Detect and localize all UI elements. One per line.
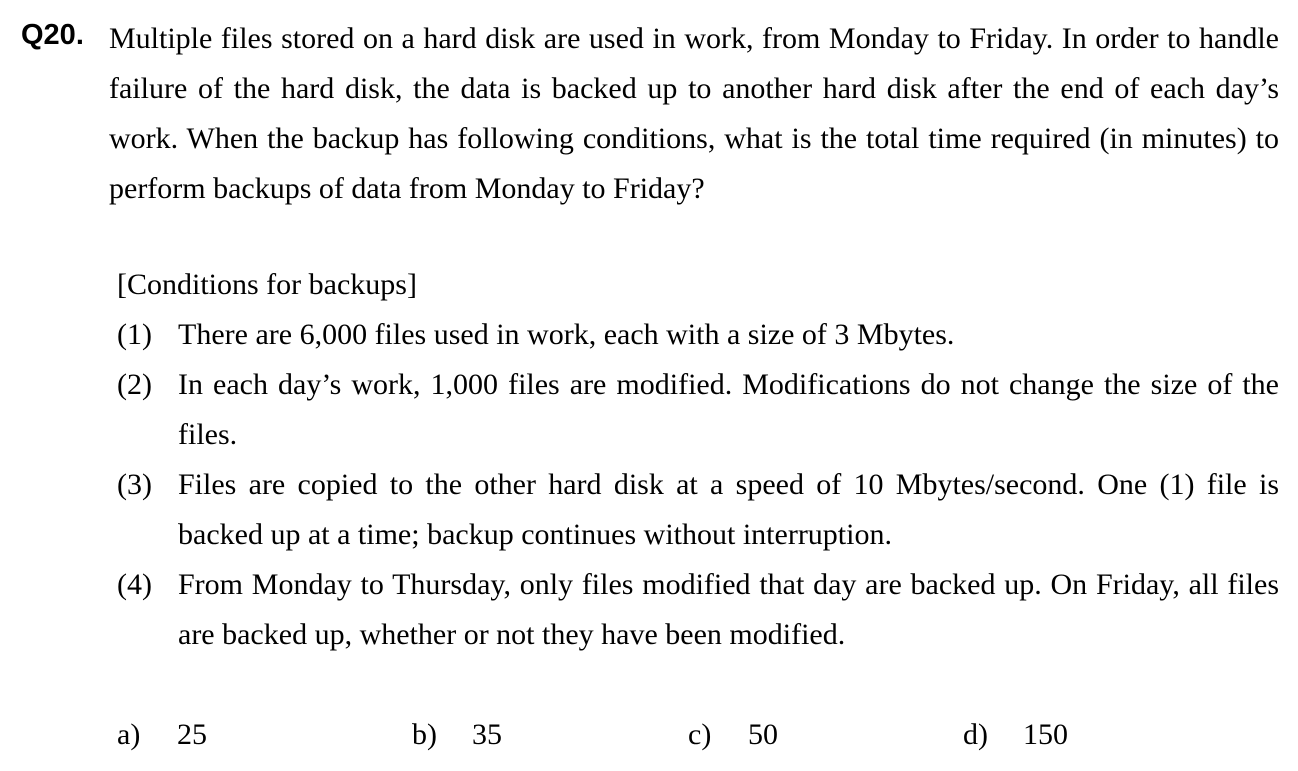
choice-b[interactable] [412, 714, 502, 756]
answer-choices [0, 714, 1298, 758]
condition-item-4 [117, 560, 1279, 660]
choice-letter: b) [412, 718, 437, 751]
choice-c[interactable] [688, 714, 778, 756]
choice-letter: d) [963, 718, 988, 751]
condition-number: (1) [117, 318, 152, 351]
condition-text: From Monday to Thursday, only files modified that day are backed up. On Friday, all files are backed up, whether or not they have been modified. [178, 568, 1279, 651]
condition-text: In each day’s work, 1,000 files are modified. Modifications do not change the size of the files. [178, 368, 1279, 451]
choice-value: 25 [177, 718, 207, 751]
choice-letter: a) [117, 718, 141, 751]
question-text: Multiple files stored on a hard disk are used in work, from Monday to Friday. In order to handle failure of the hard disk, the data is backed up to another hard disk after the end of each day’s work. When the backup has following conditions, what is the total time required (in minutes) to perform backups of data from Monday to Friday? [109, 22, 1279, 205]
choice-value: 150 [1023, 718, 1068, 751]
condition-text: Files are copied to the other hard disk at a speed of 10 Mbytes/second. One (1) file is backed up at a time; backup continues without interruption. [178, 468, 1279, 551]
condition-number: (4) [117, 568, 152, 601]
conditions-title: [Conditions for backups] [117, 268, 417, 301]
condition-number: (2) [117, 368, 152, 401]
choice-value: 35 [472, 718, 502, 751]
choice-d[interactable] [963, 714, 1068, 756]
condition-text: There are 6,000 files used in work, each with a size of 3 Mbytes. [178, 318, 955, 351]
choice-a[interactable] [117, 714, 207, 756]
choice-value: 50 [748, 718, 778, 751]
condition-number: (3) [117, 468, 152, 501]
choice-letter: c) [688, 718, 712, 751]
condition-item-1 [117, 310, 1279, 360]
condition-item-3 [117, 460, 1279, 560]
question-number: Q20. [21, 19, 84, 51]
condition-item-2 [117, 360, 1279, 460]
